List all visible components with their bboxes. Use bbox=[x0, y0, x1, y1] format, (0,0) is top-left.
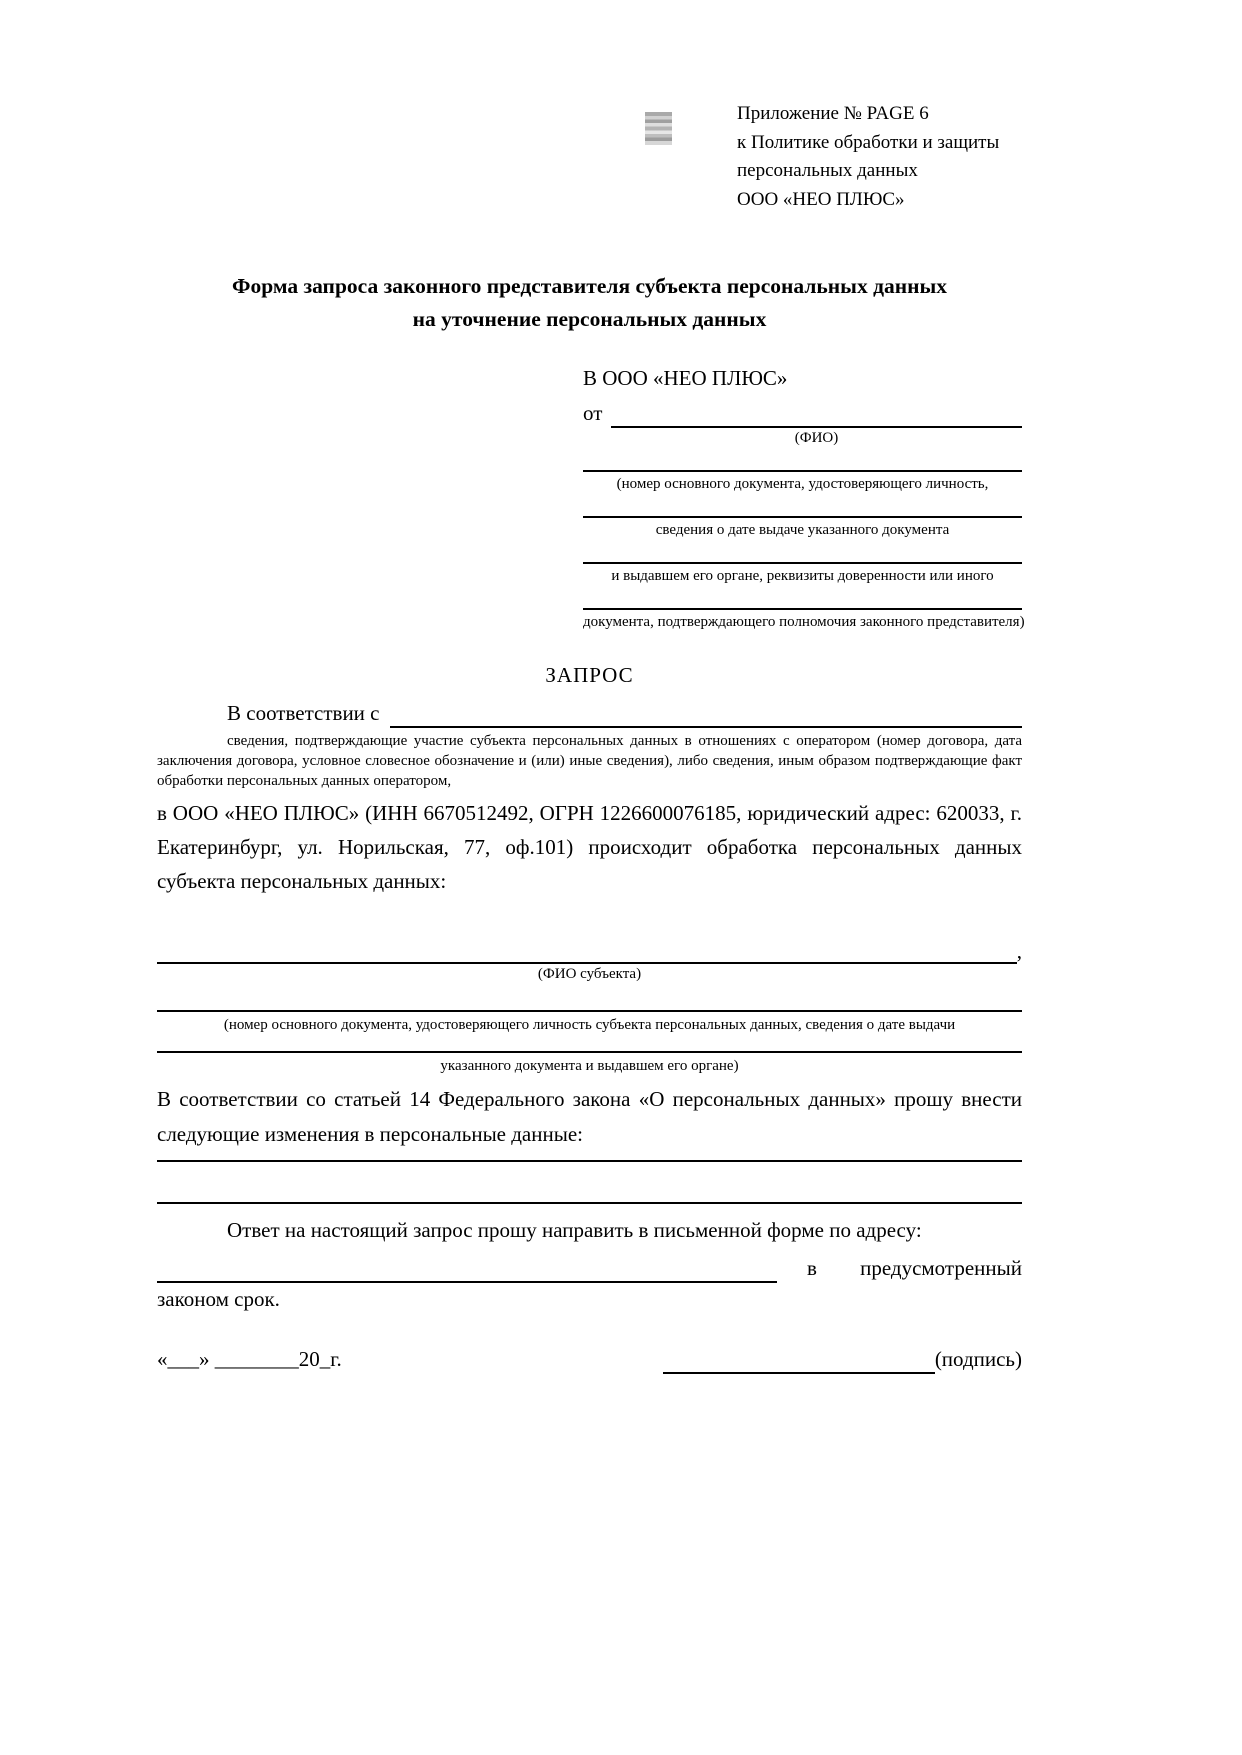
representative-fio-field-line[interactable] bbox=[611, 400, 1022, 428]
request-heading: ЗАПРОС bbox=[545, 663, 634, 687]
representative-doc-line-2[interactable] bbox=[583, 494, 1022, 518]
changes-field-line-1[interactable] bbox=[157, 1152, 1022, 1162]
subject-doc-caption-1: (номер основного документа, удостоверяющего личность субъекта персональных данных, сведения о дате выдачи bbox=[223, 1017, 956, 1033]
subject-doc-caption-2: указанного документа и выдавшем его органе) bbox=[440, 1058, 739, 1074]
representative-doc-line-1[interactable] bbox=[583, 448, 1022, 472]
reply-tail-word-2: предусмотренный bbox=[860, 1256, 1022, 1280]
basis-field-line[interactable] bbox=[390, 702, 1023, 728]
from-label: от bbox=[583, 401, 603, 425]
representative-doc-field-3 bbox=[583, 540, 1022, 586]
reply-tail-word-1: в bbox=[807, 1256, 817, 1280]
organization-name: ООО «НЕО ПЛЮС» bbox=[737, 188, 905, 210]
reply-end-text: законом срок. bbox=[157, 1287, 280, 1311]
subject-fio-caption: (ФИО субъекта) bbox=[537, 966, 642, 982]
subject-fio-row bbox=[157, 928, 1022, 964]
subject-fio-trailing-comma: , bbox=[1016, 939, 1022, 963]
appendix-number-line: Приложение № PAGE 6 bbox=[737, 103, 929, 124]
intro-label: В соответствии с bbox=[227, 701, 380, 725]
signature-caption: (подпись) bbox=[934, 1347, 1022, 1371]
policy-line-1: к Политике обработки и защиты bbox=[737, 131, 1000, 153]
subject-doc-line-2[interactable] bbox=[157, 1035, 1022, 1053]
representative-doc-field-4 bbox=[583, 586, 1025, 632]
form-title bbox=[157, 270, 1022, 336]
representative-doc-line-3[interactable] bbox=[583, 540, 1022, 564]
representative-doc-field-1 bbox=[583, 448, 1022, 494]
article14-paragraph: В соответствии со статьей 14 Федерального закона «О персональных данных» прошу внести следующие изменения в персональные данные: bbox=[157, 1087, 1022, 1146]
subject-doc-field-2 bbox=[157, 1035, 1022, 1076]
representative-doc-caption-1: (номер основного документа, удостоверяющего личность, bbox=[616, 476, 989, 492]
reply-address-field-line[interactable] bbox=[157, 1253, 777, 1283]
subject-doc-line-1[interactable] bbox=[157, 984, 1022, 1012]
policy-line-2: персональных данных bbox=[737, 160, 918, 181]
addressee-organization: В ООО «НЕО ПЛЮС» bbox=[583, 366, 788, 390]
reply-paragraph: Ответ на настоящий запрос прошу направить в письменной форме по адресу: bbox=[227, 1218, 922, 1242]
subject-fio-field-line[interactable] bbox=[157, 928, 1017, 964]
representative-doc-caption-3: и выдавшем его органе, реквизиты доверенности или иного bbox=[611, 568, 994, 584]
basis-fine-print: сведения, подтверждающие участие субъекта персональных данных в отношениях с оператором (номер договора, дата заключения договора, условное словесное обозначение и (или) иные сведения), либо сведения, иным образом подтверждающие факт обработки персональных данных оператором, bbox=[157, 733, 1022, 789]
subject-doc-field-1 bbox=[157, 984, 1022, 1035]
date-blank[interactable]: «___» ________20_г. bbox=[157, 1347, 342, 1371]
form-title-line-1: Форма запроса законного представителя субъекта персональных данных bbox=[231, 274, 948, 298]
signature-field-line[interactable] bbox=[663, 1346, 935, 1374]
appendix-header bbox=[737, 0, 1022, 214]
representative-doc-line-4[interactable] bbox=[583, 586, 1022, 610]
form-title-line-2: на уточнение персональных данных bbox=[412, 307, 767, 331]
representative-doc-caption-4: документа, подтверждающего полномочия законного представителя) bbox=[583, 614, 1025, 630]
reply-address-row bbox=[157, 1247, 1022, 1283]
signature-area bbox=[663, 1344, 1022, 1374]
signature-row bbox=[157, 1344, 1022, 1374]
from-row bbox=[583, 394, 1022, 428]
fio-caption: (ФИО) bbox=[794, 430, 839, 446]
intro-row bbox=[157, 698, 1022, 728]
representative-doc-caption-2: сведения о дате выдаче указанного документа bbox=[655, 522, 950, 538]
embedded-thumbnail-icon bbox=[645, 112, 672, 145]
reply-tail bbox=[777, 1253, 1022, 1283]
operator-paragraph: в ООО «НЕО ПЛЮС» (ИНН 6670512492, ОГРН 1226600076185, юридический адрес: 620033, г. Екатеринбург, ул. Норильская, 77, оф.101) происходит обработка персональных данных субъекта персональных данных: bbox=[157, 801, 1022, 893]
representative-doc-field-2 bbox=[583, 494, 1022, 540]
addressee-block bbox=[583, 362, 1025, 632]
changes-field-line-2[interactable] bbox=[157, 1162, 1022, 1204]
